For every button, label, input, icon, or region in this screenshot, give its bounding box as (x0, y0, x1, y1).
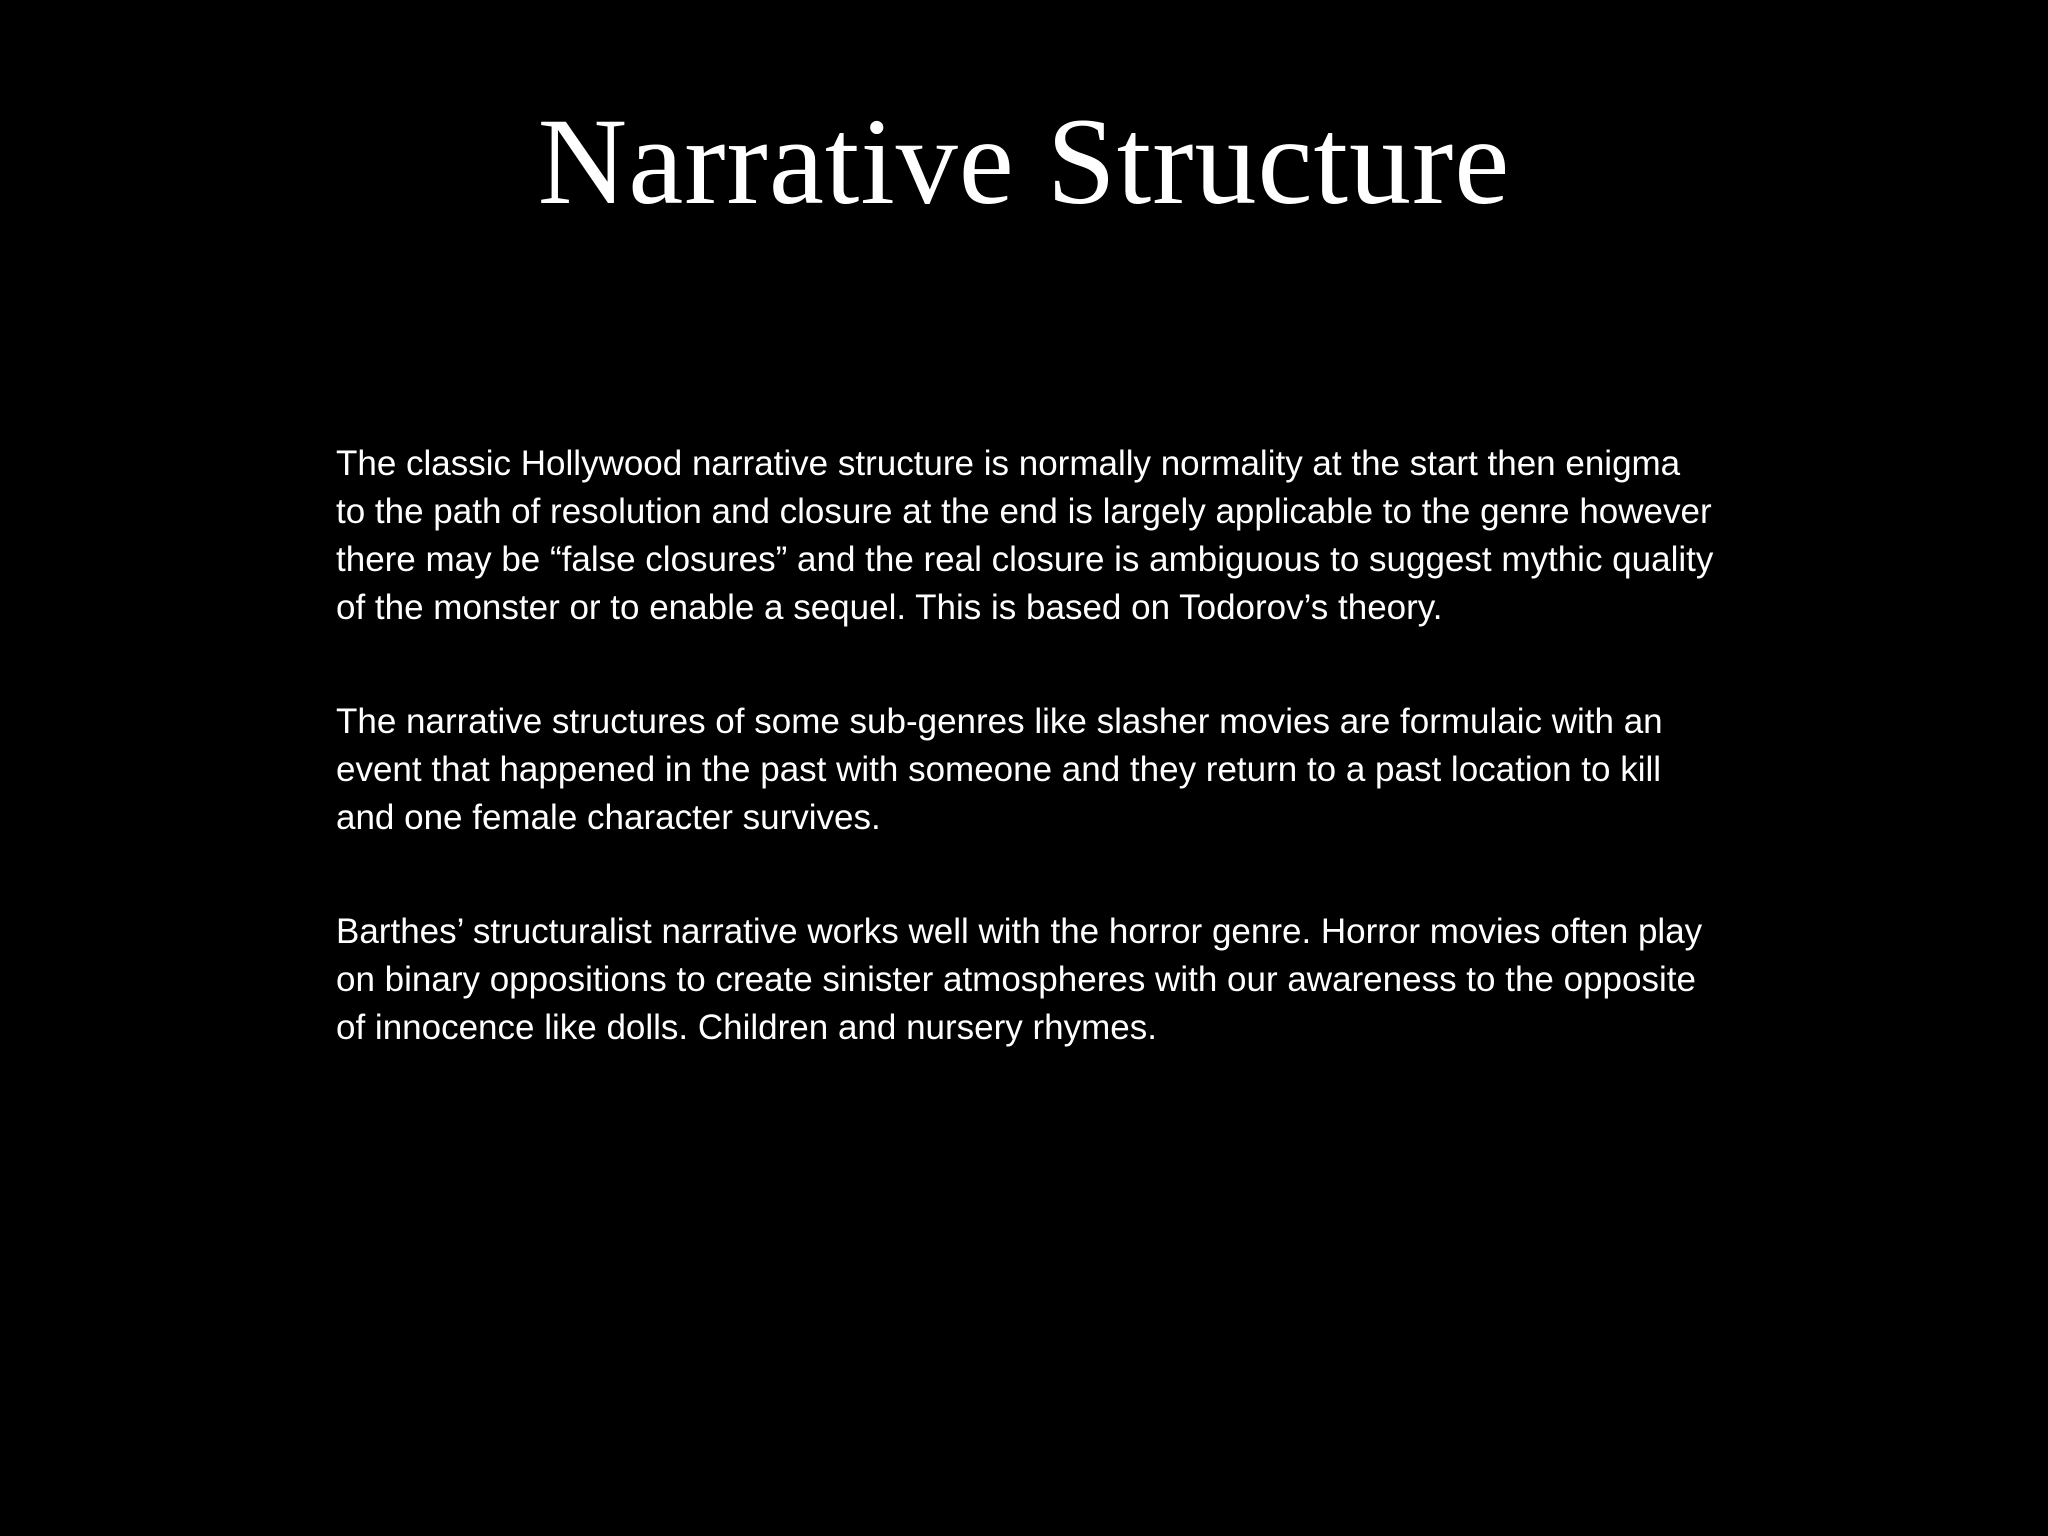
slide-title: Narrative Structure (537, 93, 1511, 230)
paragraph-slasher: The narrative structures of some sub-genres like slasher movies are formulaic with an event that happened in the past with someone and they return to a past location to kill and one female character survives. (336, 702, 1663, 837)
paragraph-todorov: The classic Hollywood narrative structure is normally normality at the start then enigma to the path of resolution and closure at the end is largely applicable to the genre however there may be “false closures” and the real closure is ambiguous to suggest mythic quality of the monster or to enable a sequel. This is based on Todorov’s theory. (336, 444, 1714, 627)
slide-body (336, 440, 1716, 1052)
paragraph-barthes: Barthes’ structuralist narrative works well with the horror genre. Horror movies often play on binary oppositions to create sinister atmospheres with our awareness to the opposite of innocence like dolls. Children and nursery rhymes. (336, 912, 1703, 1047)
